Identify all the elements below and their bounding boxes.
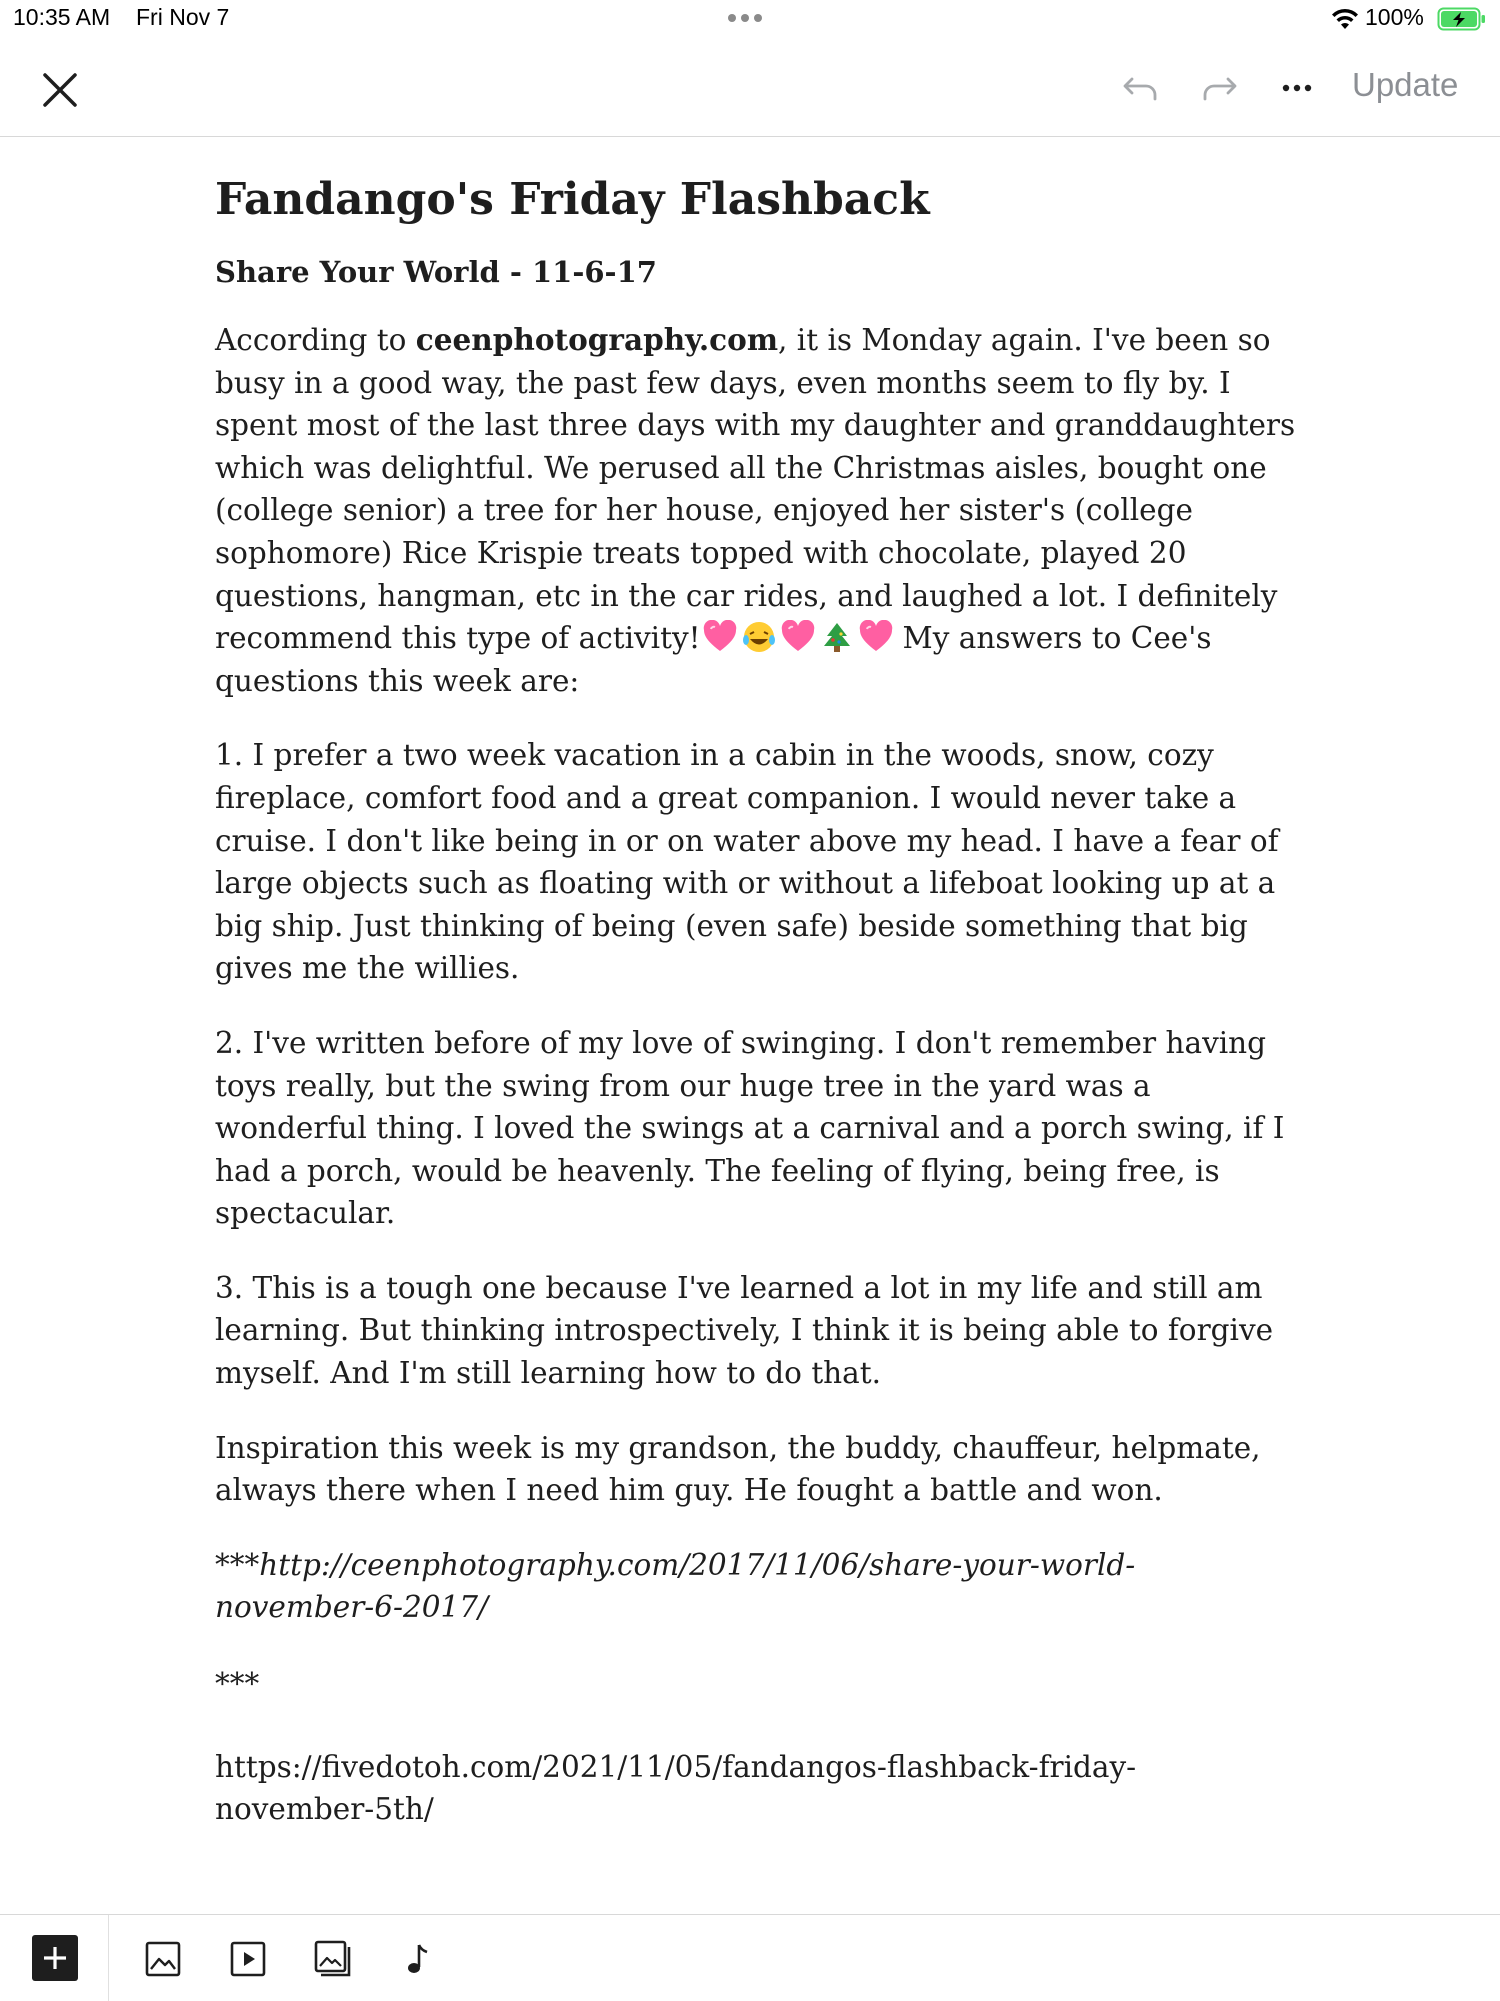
intro-text: , it is Monday again. I've been so: [778, 323, 1271, 357]
paragraph-fandango-link[interactable]: [215, 1746, 1305, 1831]
site-link-text: ceenphotography.com: [415, 322, 779, 357]
answer-text: wonderful thing. I loved the swings at a carnival and a porch swing, if I: [215, 1111, 1285, 1146]
intro-text: (college senior) a tree for her house, enjoyed her sister's (college: [215, 493, 1193, 528]
source-link-text: http://ceenphotography.com/2017/11/06/share-your-world-: [259, 1547, 1136, 1582]
paragraph-source-link[interactable]: [215, 1544, 1305, 1629]
status-date: Fri Nov 7: [136, 4, 230, 30]
answer-text: large objects such as floating with or without a lifeboat looking up at a: [215, 866, 1276, 901]
fandango-link-text: november-5th/: [215, 1792, 434, 1827]
editor-toolbar: [0, 40, 1500, 137]
answer-text: 1. I prefer a two week vacation in a cabin in the woods, snow, cozy: [215, 738, 1214, 773]
intro-text: busy in a good way, the past few days, even months seem to fly by. I: [215, 365, 1231, 400]
audio-icon[interactable]: [397, 1939, 437, 1979]
fandango-link-text: https://fivedotoh.com/2021/11/05/fandangos-flashback-friday-: [215, 1749, 1137, 1784]
intro-text: questions, hangman, etc in the car rides, and laughed a lot. I definitely: [215, 578, 1278, 613]
pink-heart-icon: [780, 620, 816, 654]
intro-text: spent most of the last three days with my daughter and granddaughters: [215, 408, 1296, 443]
pink-heart-icon: [858, 620, 894, 654]
paragraph-inspiration[interactable]: [215, 1427, 1305, 1512]
post-subheading[interactable]: Share Your World - 11-6-17: [215, 255, 657, 289]
gallery-icon[interactable]: [313, 1939, 353, 1979]
post-title[interactable]: Fandango's Friday Flashback: [215, 174, 930, 225]
answer-text: cruise. I don't like being in or on water above my head. I have a fear of: [215, 823, 1279, 858]
undo-icon[interactable]: [1120, 72, 1162, 108]
block-toolbar: [0, 1914, 1500, 2001]
answer-text: myself. And I'm still learning how to do that.: [215, 1356, 881, 1391]
intro-text: My answers to Cee's: [902, 621, 1212, 656]
asterisks-text: ***: [215, 1547, 260, 1582]
inspiration-text: Inspiration this week is my grandson, the buddy, chauffeur, helpmate,: [215, 1430, 1261, 1465]
status-time: 10:35 AM: [13, 4, 111, 30]
multitasking-dots-icon[interactable]: [728, 14, 762, 22]
intro-text: recommend this type of activity!: [215, 621, 701, 656]
emoji-group: [702, 620, 894, 654]
paragraph-answer-2[interactable]: [215, 1022, 1305, 1235]
tears-of-joy-icon: [741, 620, 777, 654]
christmas-tree-icon: [819, 620, 855, 654]
paragraph-answer-1[interactable]: [215, 734, 1305, 990]
paragraph-intro[interactable]: [215, 319, 1305, 702]
intro-text: sophomore) Rice Krispie treats topped with chocolate, played 20: [215, 535, 1187, 570]
answer-text: big ship. Just thinking of being (even safe) beside something that big: [215, 908, 1248, 943]
intro-text: According to: [215, 323, 416, 357]
pink-heart-icon: [702, 620, 738, 654]
answer-text: had a porch, would be heavenly. The feeling of flying, being free, is: [215, 1153, 1220, 1188]
battery-charging-icon: [1437, 7, 1487, 31]
answer-text: learning. But thinking introspectively, I think it is being able to forgive: [215, 1313, 1274, 1348]
more-options-icon[interactable]: [1277, 73, 1317, 103]
answer-text: 2. I've written before of my love of swinging. I don't remember having: [215, 1025, 1267, 1060]
close-icon[interactable]: [40, 70, 80, 110]
wifi-icon: [1330, 7, 1360, 31]
add-block-icon: [32, 1935, 78, 1981]
toolbar-divider: [108, 1915, 109, 2001]
inspiration-text: always there when I need him guy. He fought a battle and won.: [215, 1473, 1163, 1508]
intro-text: questions this week are:: [215, 663, 580, 698]
redo-icon[interactable]: [1198, 72, 1240, 108]
answer-text: gives me the willies.: [215, 951, 520, 986]
paragraph-answer-3[interactable]: [215, 1267, 1305, 1395]
image-icon[interactable]: [143, 1939, 183, 1979]
battery-percentage: 100%: [1365, 4, 1424, 30]
status-bar: [0, 0, 1500, 40]
answer-text: toys really, but the swing from our huge tree in the yard was a: [215, 1068, 1151, 1103]
answer-text: 3. This is a tough one because I've learned a lot in my life and still am: [215, 1270, 1263, 1305]
add-block-button[interactable]: [32, 1935, 78, 1981]
update-button[interactable]: Update: [1352, 66, 1459, 103]
answer-text: fireplace, comfort food and a great companion. I would never take a: [215, 780, 1237, 815]
source-link-text: november-6-2017/: [215, 1590, 489, 1625]
video-icon[interactable]: [228, 1939, 268, 1979]
paragraph-separator[interactable]: ***: [215, 1667, 260, 1702]
post-editor[interactable]: [215, 170, 1305, 1831]
answer-text: spectacular.: [215, 1196, 396, 1231]
intro-text: which was delightful. We perused all the Christmas aisles, bought one: [215, 450, 1267, 485]
